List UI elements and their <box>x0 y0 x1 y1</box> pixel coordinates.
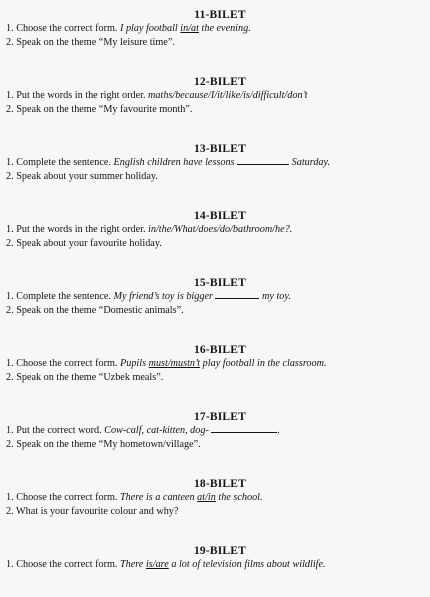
question-1: 1. Choose the correct form. Pupils must/mustn’t play football in the classroom. <box>6 358 327 369</box>
question-2: 2. What is your favourite colour and why? <box>6 506 179 517</box>
question-1: 1. Choose the correct form. There is a canteen at/in the school. <box>6 492 263 503</box>
bilet-title: 17-BILET <box>193 411 247 423</box>
bilet-14 <box>0 209 430 251</box>
answer-options: must/mustn’t <box>148 358 201 369</box>
answer-blank <box>215 290 259 299</box>
bilet-title: 15-BILET <box>193 277 247 289</box>
question-1: 1. Choose the correct form. There is/are a lot of television films about wildlife. <box>6 559 326 570</box>
bilet-title: 13-BILET <box>193 143 247 155</box>
question-2: 2. Speak on the theme “My hometown/village”. <box>6 439 201 450</box>
bilet-12 <box>0 75 430 117</box>
bilet-16 <box>0 343 430 385</box>
bilet-title: 11-BILET <box>194 9 246 21</box>
bilet-title: 12-BILET <box>193 76 247 88</box>
question-2: 2. Speak on the theme “Uzbek meals”. <box>6 372 164 383</box>
answer-options: is/are <box>145 559 169 570</box>
answer-blank <box>237 156 289 165</box>
bilet-19 <box>0 544 430 572</box>
question-2: 2. Speak on the theme “Domestic animals”. <box>6 305 184 316</box>
question-1: 1. Choose the correct form. I play football in/at the evening. <box>6 23 251 34</box>
question-1: 1. Complete the sentence. My friend’s toy is bigger my toy. <box>6 291 291 302</box>
answer-options: in/at <box>180 23 199 34</box>
question-1: 1. Put the correct word. Cow-calf, cat-kitten, dog- . <box>6 425 280 436</box>
bilet-15 <box>0 276 430 318</box>
bilet-title: 18-BILET <box>193 478 247 490</box>
question-1: 1. Put the words in the right order. in/the/What/does/do/bathroom/he?. <box>6 224 293 235</box>
question-2: 2. Speak on the theme “My favourite month”. <box>6 104 193 115</box>
question-1: 1. Complete the sentence. English children have lessons Saturday. <box>6 157 331 168</box>
bilet-18 <box>0 477 430 519</box>
answer-options: at/in <box>197 492 216 503</box>
question-2: 2. Speak about your summer holiday. <box>6 171 158 182</box>
question-1: 1. Put the words in the right order. maths/because/I/it/like/is/difficult/don’t <box>6 90 308 101</box>
bilet-title: 16-BILET <box>193 344 247 356</box>
question-2: 2. Speak on the theme “My leisure time”. <box>6 37 175 48</box>
bilet-title: 14-BILET <box>193 210 247 222</box>
answer-blank <box>211 424 277 433</box>
question-2: 2. Speak about your favourite holiday. <box>6 238 162 249</box>
bilet-17 <box>0 410 430 452</box>
bilet-13 <box>0 142 430 184</box>
bilet-title: 19-BILET <box>193 545 247 557</box>
bilet-11 <box>0 8 430 50</box>
